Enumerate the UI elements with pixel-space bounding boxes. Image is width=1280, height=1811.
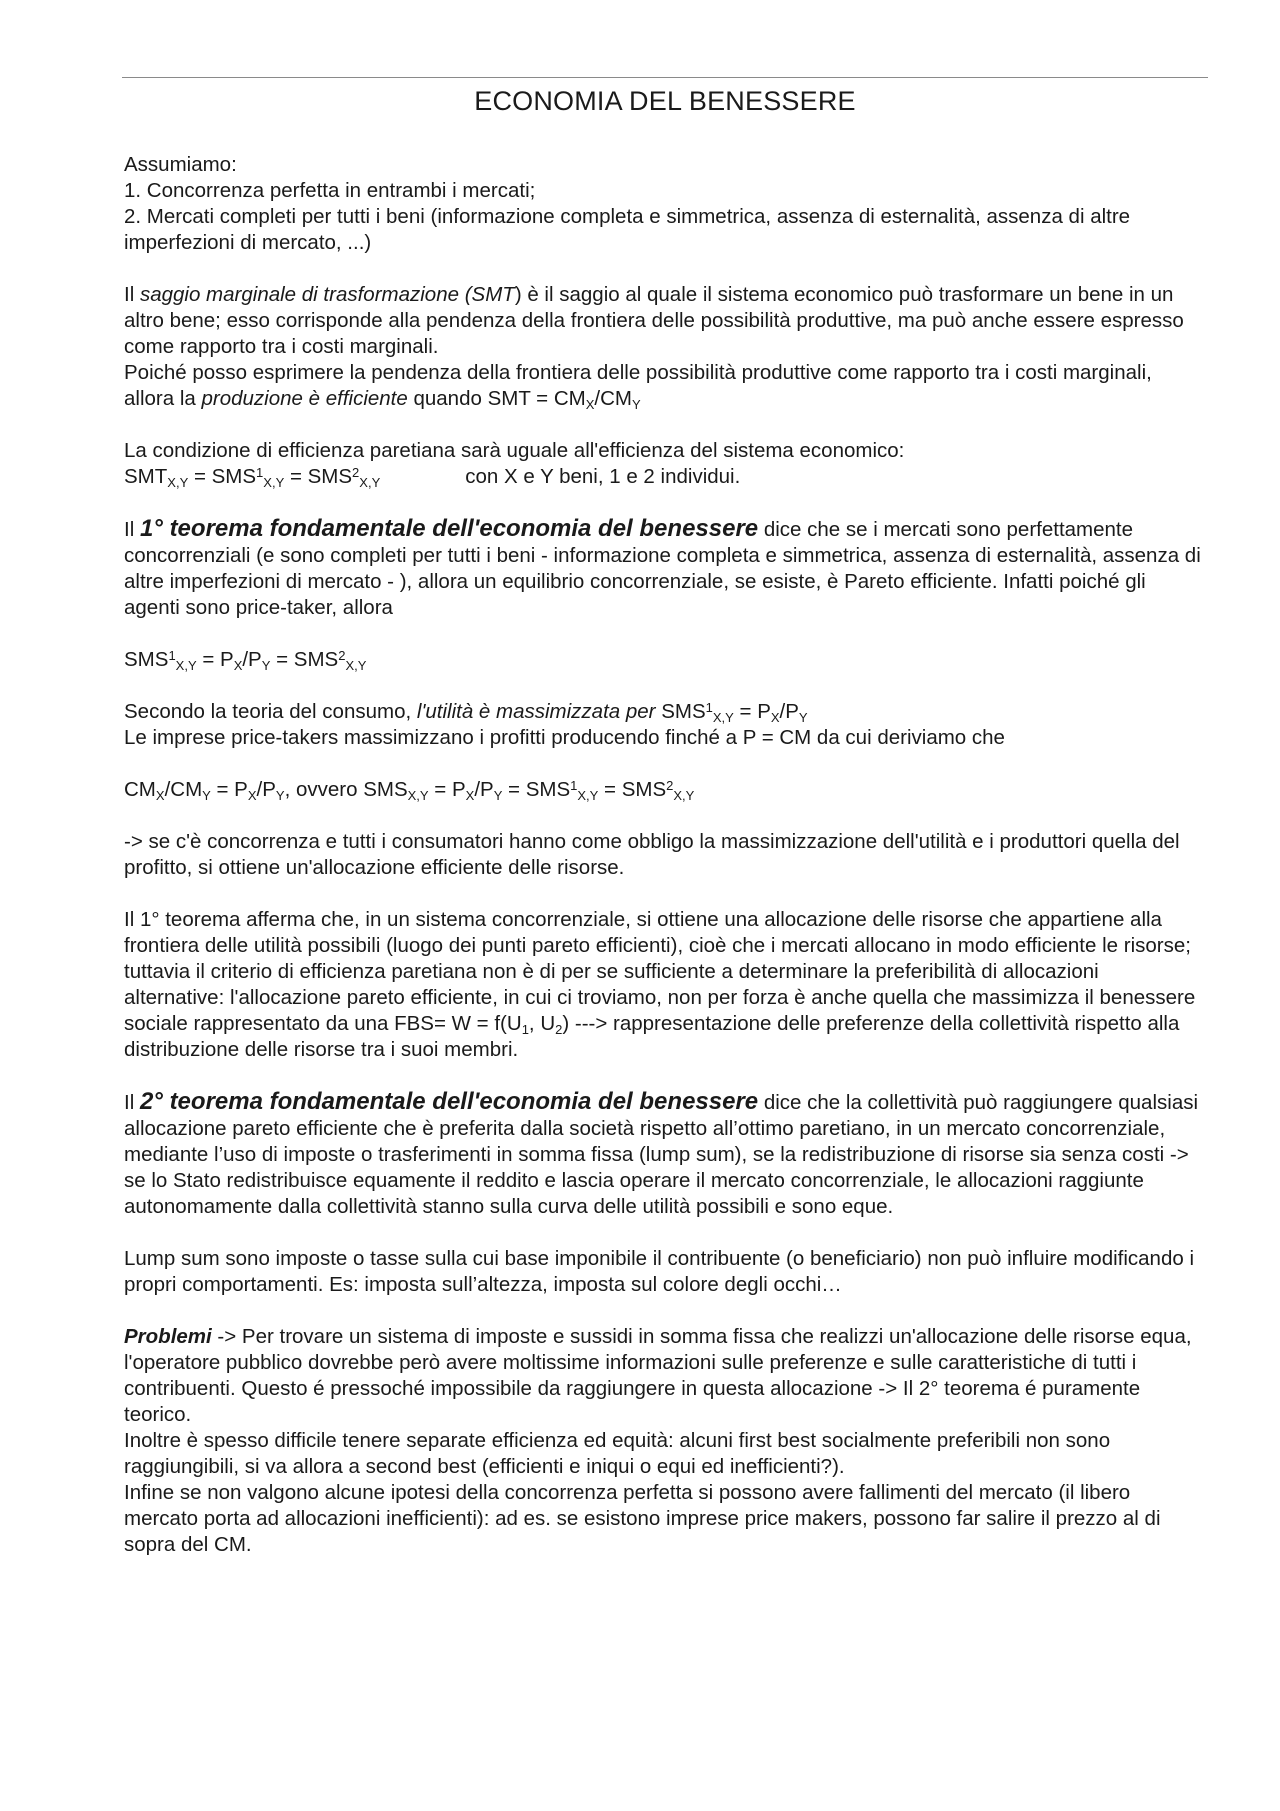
subscript: Y (631, 397, 641, 412)
subscript: X,Y (175, 658, 197, 673)
pareto-line: La condizione di efficienza paretiana sarà uguale all'efficienza del sistema economico: (124, 439, 905, 462)
text-run: quando SMT = CM (407, 387, 586, 410)
subscript: X,Y (263, 475, 285, 490)
utility-term: l'utilità è massimizzata per (416, 700, 656, 723)
second-theorem-name: 2° teorema fondamentale dell'economia del benessere (139, 1088, 759, 1115)
market-failures-paragraph: Infine se non valgono alcune ipotesi della concorrenza perfetta si possono avere fallimenti del mercato (il libero mercato porta ad allocazioni inefficienti): ad es. se esistono imprese price makers, possono far salire il prezzo al di sopra del CM. (124, 1481, 1161, 1556)
text-run: /P (474, 778, 494, 801)
subscript: X,Y (407, 788, 429, 803)
text-run: Il (124, 283, 140, 306)
subscript: X (770, 710, 780, 725)
subscript: X (585, 397, 595, 412)
consumer-theory (124, 699, 1204, 751)
text-run: con X e Y beni, 1 e 2 individui. (465, 465, 741, 488)
superscript: 1 (168, 648, 176, 663)
superscript: 2 (666, 778, 674, 793)
text-run: = SMS (188, 465, 257, 488)
superscript: 1 (705, 700, 713, 715)
text-run: = P (428, 778, 466, 801)
conclusion-paragraph: -> se c'è concorrenza e tutti i consumatori hanno come obbligo la massimizzazione dell'utilità e i produttori quella del profitto, si ottiene un'allocazione efficiente delle risorse. (124, 830, 1180, 879)
subscript: X (465, 788, 475, 803)
text-run: Secondo la teoria del consumo, (124, 700, 417, 723)
subscript: Y (202, 788, 211, 803)
subscript: X,Y (673, 788, 695, 803)
subscript: X,Y (167, 475, 189, 490)
text-run: /CM (594, 387, 632, 410)
text-run: /P (779, 700, 799, 723)
subscript: X,Y (712, 710, 734, 725)
superscript: 2 (338, 648, 346, 663)
subscript: X,Y (577, 788, 599, 803)
consumer-line (124, 699, 1204, 725)
subscript: X,Y (345, 658, 367, 673)
superscript: 1 (256, 465, 264, 480)
subscript: X,Y (359, 475, 381, 490)
subscript: X (155, 788, 165, 803)
smt-term: saggio marginale di trasformazione (SMT (139, 283, 515, 306)
lump-sum-paragraph: Lump sum sono imposte o tasse sulla cui base imponibile il contribuente (o beneficiario) non può influire modificando i propri comportamenti. Es: imposta sull’altezza, imposta sul colore degli occhi… (124, 1247, 1195, 1296)
assumption-item-1: 1. Concorrenza perfetta in entrambi i mercati; (124, 179, 536, 202)
text-run: = P (210, 778, 248, 801)
document-body (124, 152, 1204, 1558)
text-run: = SMS (598, 778, 667, 801)
page-title: ECONOMIA DEL BENESSERE (474, 86, 856, 116)
text-run: SMT (124, 465, 168, 488)
problems-paragraph (124, 1324, 1204, 1428)
text-run: Il (124, 518, 140, 541)
superscript: 1 (570, 778, 578, 793)
subscript: X (233, 658, 243, 673)
text-run: = P (733, 700, 771, 723)
formula-sms-price (124, 647, 1204, 673)
text-run: = SMS (284, 465, 353, 488)
efficient-production-term: produzione è efficiente (201, 387, 408, 410)
text-run: SMS (124, 648, 169, 671)
assumption-item-2: 2. Mercati completi per tutti i beni (informazione completa e simmetrica, assenza di esternalità, assenza di altre imperfezioni di mercato, ...) (124, 205, 1131, 254)
text-run: dice che la collettività può raggiungere qualsiasi allocazione pareto efficiente che è preferita dalla società rispetto all’ottimo paretiano, in un mercato concorrenziale, mediante l’uso di imposte o trasferimenti in somma fissa (lump sum), se la redistribuzione di risorse sia senza costi -> se lo Stato redistribuisce equamente il reddito e lascia operare il mercato concorrenziale, le allocazioni raggiunte autonomamente dalla collettività stanno sulla curva delle utilità possibili e sono eque. (124, 1091, 1199, 1218)
formula-cm-price (124, 777, 1204, 803)
top-rule (122, 77, 1208, 78)
second-theorem (124, 1089, 1204, 1220)
smt-efficiency (124, 360, 1204, 412)
problems-label: Problemi (124, 1325, 212, 1348)
equity-paragraph: Inoltre è spesso difficile tenere separate efficienza ed equità: alcuni first best socialmente preferibili non sono raggiungibili, si va allora a second best (efficienti e iniqui o equi ed inefficienti?). (124, 1429, 1111, 1478)
smt-definition (124, 282, 1204, 360)
text-run: ) è il saggio al quale il sistema economico può trasformare un bene in un altro bene; esso corrisponde alla pendenza della frontiera delle possibilità produttive, ma può anche essere espresso come rapporto tra i costi marginali. (124, 283, 1184, 358)
text-run: = P (196, 648, 234, 671)
text-run: /P (242, 648, 262, 671)
text-run: dice che se i mercati sono perfettamente concorrenziali (e sono completi per tutti i beni - informazione completa e simmetrica, assenza di esternalità, assenza di altre imperfezioni di mercato - ), allora un equilibrio concorrenziale, se esiste, è Pareto efficiente. Infatti poiché gli agenti sono price-taker, allora (124, 518, 1201, 619)
text-run: SMS (655, 700, 706, 723)
text-run: = SMS (270, 648, 339, 671)
subscript: Y (275, 788, 285, 803)
text-run: , ovvero SMS (284, 778, 408, 801)
subscript: Y (798, 710, 808, 725)
firms-line: Le imprese price-takers massimizzano i profitti producendo finché a P = CM da cui deriviamo che (124, 726, 1005, 749)
text-run: Poiché posso esprimere la pendenza della frontiera delle possibilità produttive come rapporto tra i costi marginali, allora la (124, 361, 1152, 410)
subscript: 1 (521, 1022, 529, 1037)
text-run: Il (124, 1091, 140, 1114)
text-run: Il 1° teorema afferma che, in un sistema concorrenziale, si ottiene una allocazione delle risorse che appartiene alla frontiera delle utilità possibili (luogo dei punti pareto efficienti), cioè che i mercati allocano in modo efficiente le risorse; tuttavia il criterio di efficienza paretiana non è di per se sufficiente a determinare la preferibilità di allocazioni alternative: l'allocazione pareto efficiente, in cui ci troviamo, non per forza è anche quella che massimizza il benessere sociale rappresentato da una FBS= W = f(U (124, 908, 1196, 1035)
first-theorem-name: 1° teorema fondamentale dell'economia del benessere (139, 515, 759, 542)
text-run: ) ---> rappresentazione delle preferenze della collettività rispetto alla distribuzione delle risorse tra i suoi membri. (124, 1012, 1180, 1061)
superscript: 2 (352, 465, 360, 480)
text-run: = SMS (502, 778, 571, 801)
subscript: Y (493, 788, 503, 803)
assumptions-intro: Assumiamo: (124, 153, 237, 176)
subscript: X (247, 788, 257, 803)
subscript: 2 (555, 1022, 563, 1037)
text-run: CM (124, 778, 156, 801)
first-theorem-discussion (124, 907, 1204, 1063)
first-theorem (124, 516, 1204, 621)
text-run: /CM (164, 778, 203, 801)
assumptions-block (124, 152, 1204, 256)
text-run: /P (256, 778, 276, 801)
pareto-condition (124, 438, 1204, 490)
text-run: -> Per trovare un sistema di imposte e sussidi in somma fissa che realizzi un'allocazione delle risorse equa, l'operatore pubblico dovrebbe però avere moltissime informazioni sulle preferenze e sulle caratteristiche di tutti i contribuenti. Questo é pressoché impossibile da raggiungere in questa allocazione -> Il 2° teorema é puramente teorico. (124, 1325, 1192, 1426)
text-run: , U (528, 1012, 556, 1035)
subscript: Y (261, 658, 271, 673)
pareto-formula (124, 464, 1204, 490)
